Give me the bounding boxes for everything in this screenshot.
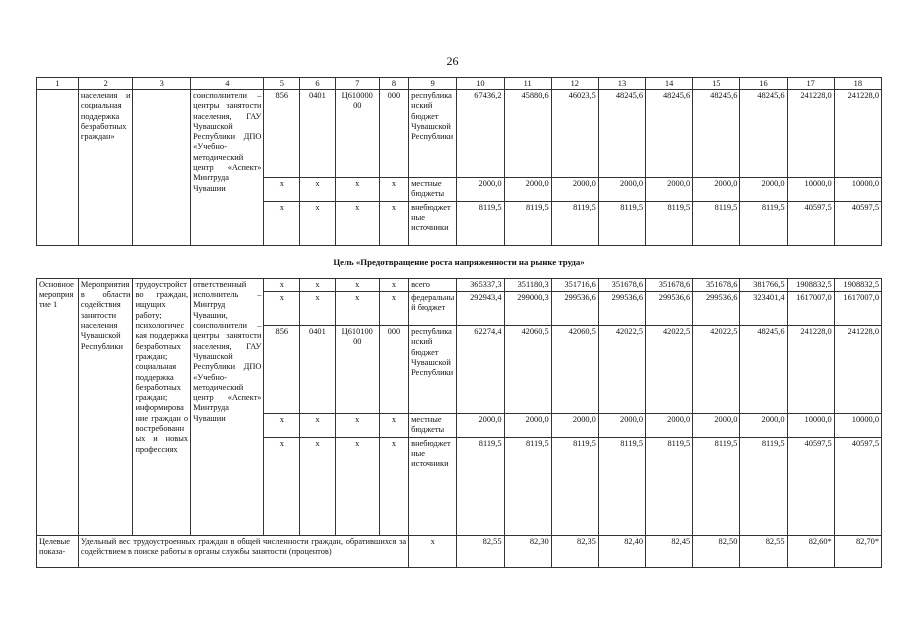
rz-cell: x <box>300 414 336 438</box>
value-cell: 351716,6 <box>551 278 598 291</box>
value-cell: 2000,0 <box>504 414 551 438</box>
indicator-value: 82,55 <box>740 535 787 567</box>
vr-cell: x <box>379 178 408 202</box>
grbs-cell: x <box>264 292 300 326</box>
rz-cell: 0401 <box>300 90 336 178</box>
value-cell: 1617007,0 <box>787 292 834 326</box>
column-number-cell: 11 <box>504 78 551 90</box>
grbs-cell: x <box>264 437 300 535</box>
value-cell: 10000,0 <box>787 414 834 438</box>
source-cell: местные бюджеты <box>409 178 457 202</box>
vr-cell: x <box>379 414 408 438</box>
value-cell: 48245,6 <box>646 90 693 178</box>
vr-cell: x <box>379 292 408 326</box>
indicator-row <box>37 535 882 567</box>
value-cell: 48245,6 <box>598 90 645 178</box>
grbs-cell: 856 <box>264 326 300 414</box>
value-cell: 351678,6 <box>646 278 693 291</box>
value-cell: 67436,2 <box>457 90 504 178</box>
value-cell: 2000,0 <box>598 178 645 202</box>
value-cell: 1908832,5 <box>787 278 834 291</box>
value-cell: 8119,5 <box>504 201 551 245</box>
grbs-cell: x <box>264 201 300 245</box>
csr-cell: x <box>335 414 379 438</box>
value-cell: 2000,0 <box>740 178 787 202</box>
value-cell: 48245,6 <box>740 326 787 414</box>
column-number-cell: 6 <box>300 78 336 90</box>
grbs-cell: x <box>264 178 300 202</box>
executor-cell: соисполнители – центры занятости населения, ГАУ Чувашской Республики ДПО «Учебно-методический центр «Аспект» Минтруда Чувашии <box>191 90 264 246</box>
indicator-value: 82,45 <box>646 535 693 567</box>
value-cell: 241228,0 <box>787 326 834 414</box>
goal-title: Цель «Предотвращение роста напряженности на рынке труда» <box>37 245 882 278</box>
value-cell: 62274,4 <box>457 326 504 414</box>
value-cell: 42060,5 <box>504 326 551 414</box>
value-cell: 299536,6 <box>646 292 693 326</box>
csr-cell: Ц610100 00 <box>335 326 379 414</box>
rz-cell: x <box>300 178 336 202</box>
value-cell: 40597,5 <box>834 201 881 245</box>
indicator-text: Удельный вес трудоустроенных граждан в общей численности граждан, обратившихся за содействием в поиске работы в органы службы занятости (процентов) <box>78 535 408 567</box>
value-cell: 8119,5 <box>504 437 551 535</box>
value-cell: 351180,3 <box>504 278 551 291</box>
value-cell: 8119,5 <box>693 201 740 245</box>
page-number: 26 <box>446 54 459 68</box>
value-cell: 42022,5 <box>646 326 693 414</box>
tasks-cell <box>133 90 191 246</box>
indicator-value: 82,50 <box>693 535 740 567</box>
value-cell: 2000,0 <box>551 178 598 202</box>
grbs-cell: x <box>264 278 300 291</box>
value-cell: 292943,4 <box>457 292 504 326</box>
vr-cell: x <box>379 278 408 291</box>
column-number-cell: 1 <box>37 78 79 90</box>
table-row <box>37 90 882 178</box>
column-number-cell: 2 <box>78 78 133 90</box>
vr-cell: 000 <box>379 326 408 414</box>
rz-cell: x <box>300 292 336 326</box>
column-number-cell: 12 <box>551 78 598 90</box>
indicator-value: 82,60* <box>787 535 834 567</box>
source-cell: республиканский бюджет Чувашской Республики <box>409 90 457 178</box>
source-cell: федеральный бюджет <box>409 292 457 326</box>
value-cell: 8119,5 <box>598 201 645 245</box>
value-cell: 40597,5 <box>787 437 834 535</box>
vr-cell: x <box>379 437 408 535</box>
vr-cell: 000 <box>379 90 408 178</box>
column-number-cell: 15 <box>693 78 740 90</box>
value-cell: 46023,5 <box>551 90 598 178</box>
csr-cell: x <box>335 278 379 291</box>
value-cell: 241228,0 <box>834 90 881 178</box>
value-cell: 2000,0 <box>551 414 598 438</box>
column-number-cell: 4 <box>191 78 264 90</box>
value-cell: 48245,6 <box>740 90 787 178</box>
value-cell: 2000,0 <box>457 178 504 202</box>
column-number-cell: 5 <box>264 78 300 90</box>
column-number-cell: 13 <box>598 78 645 90</box>
indicator-label: Целевые показа- <box>37 535 79 567</box>
value-cell: 40597,5 <box>834 437 881 535</box>
value-cell: 241228,0 <box>834 326 881 414</box>
column-number-cell: 18 <box>834 78 881 90</box>
indicator-value: 82,35 <box>551 535 598 567</box>
csr-cell: x <box>335 178 379 202</box>
value-cell: 323401,4 <box>740 292 787 326</box>
column-number-cell: 7 <box>335 78 379 90</box>
measure-name-cell: населения и социальная поддержка безработных граждан» <box>78 90 133 246</box>
csr-cell: x <box>335 437 379 535</box>
value-cell: 42022,5 <box>598 326 645 414</box>
value-cell: 45880,6 <box>504 90 551 178</box>
status-cell <box>37 90 79 246</box>
value-cell: 2000,0 <box>646 178 693 202</box>
value-cell: 8119,5 <box>740 437 787 535</box>
value-cell: 2000,0 <box>693 414 740 438</box>
value-cell: 42022,5 <box>693 326 740 414</box>
table-row <box>37 278 882 291</box>
status-cell: Основное мероприятие 1 <box>37 278 79 535</box>
value-cell: 8119,5 <box>457 201 504 245</box>
value-cell: 8119,5 <box>693 437 740 535</box>
value-cell: 8119,5 <box>646 437 693 535</box>
grbs-cell: x <box>264 414 300 438</box>
value-cell: 8119,5 <box>646 201 693 245</box>
csr-cell: Ц610000 00 <box>335 90 379 178</box>
value-cell: 8119,5 <box>598 437 645 535</box>
value-cell: 241228,0 <box>787 90 834 178</box>
source-cell: внебюджетные источники <box>409 437 457 535</box>
value-cell: 42060,5 <box>551 326 598 414</box>
source-cell: местные бюджеты <box>409 414 457 438</box>
value-cell: 2000,0 <box>504 178 551 202</box>
value-cell: 2000,0 <box>598 414 645 438</box>
value-cell: 8119,5 <box>740 201 787 245</box>
rz-cell: x <box>300 437 336 535</box>
value-cell: 351678,6 <box>598 278 645 291</box>
rz-cell: x <box>300 201 336 245</box>
csr-cell: x <box>335 292 379 326</box>
indicator-col9: x <box>409 535 457 567</box>
source-cell: республиканский бюджет Чувашской Республики <box>409 326 457 414</box>
value-cell: 299000,3 <box>504 292 551 326</box>
value-cell: 10000,0 <box>787 178 834 202</box>
tasks-cell: трудоустройство граждан, ищущих работу; психологическая поддержка безработных граждан; социальная поддержка безработных граждан; информирование граждан о востребованных и новых профессиях <box>133 278 191 535</box>
grbs-cell: 856 <box>264 90 300 178</box>
value-cell: 8119,5 <box>457 437 504 535</box>
indicator-value: 82,30 <box>504 535 551 567</box>
indicator-value: 82,40 <box>598 535 645 567</box>
source-cell: всего <box>409 278 457 291</box>
column-number-cell: 16 <box>740 78 787 90</box>
column-number-cell: 17 <box>787 78 834 90</box>
value-cell: 1617007,0 <box>834 292 881 326</box>
vr-cell: x <box>379 201 408 245</box>
value-cell: 10000,0 <box>834 178 881 202</box>
value-cell: 1908832,5 <box>834 278 881 291</box>
value-cell: 299536,6 <box>693 292 740 326</box>
value-cell: 2000,0 <box>693 178 740 202</box>
value-cell: 381766,5 <box>740 278 787 291</box>
value-cell: 2000,0 <box>740 414 787 438</box>
value-cell: 8119,5 <box>551 201 598 245</box>
column-number-cell: 10 <box>457 78 504 90</box>
column-number-cell: 3 <box>133 78 191 90</box>
value-cell: 2000,0 <box>457 414 504 438</box>
value-cell: 299536,6 <box>551 292 598 326</box>
indicator-value: 82,55 <box>457 535 504 567</box>
value-cell: 8119,5 <box>551 437 598 535</box>
column-number-cell: 14 <box>646 78 693 90</box>
rz-cell: 0401 <box>300 326 336 414</box>
column-number-row <box>37 78 882 90</box>
value-cell: 365337,3 <box>457 278 504 291</box>
value-cell: 10000,0 <box>834 414 881 438</box>
column-number-cell: 8 <box>379 78 408 90</box>
program-table <box>36 77 882 568</box>
value-cell: 2000,0 <box>646 414 693 438</box>
indicator-value: 82,70* <box>834 535 881 567</box>
value-cell: 48245,6 <box>693 90 740 178</box>
column-number-cell: 9 <box>409 78 457 90</box>
rz-cell: x <box>300 278 336 291</box>
value-cell: 351678,6 <box>693 278 740 291</box>
executor-cell: ответственный исполнитель – Минтруд Чувашии, соисполнители – центры занятости населения, ГАУ Чувашской Республики ДПО «Учебно-методический центр «Аспект» Минтруда Чувашии <box>191 278 264 535</box>
value-cell: 299536,6 <box>598 292 645 326</box>
goal-row <box>37 245 882 278</box>
source-cell: внебюджетные источники <box>409 201 457 245</box>
value-cell: 40597,5 <box>787 201 834 245</box>
csr-cell: x <box>335 201 379 245</box>
measure-name-cell: Мероприятия в области содействия занятости населения Чувашской Республики <box>78 278 133 535</box>
